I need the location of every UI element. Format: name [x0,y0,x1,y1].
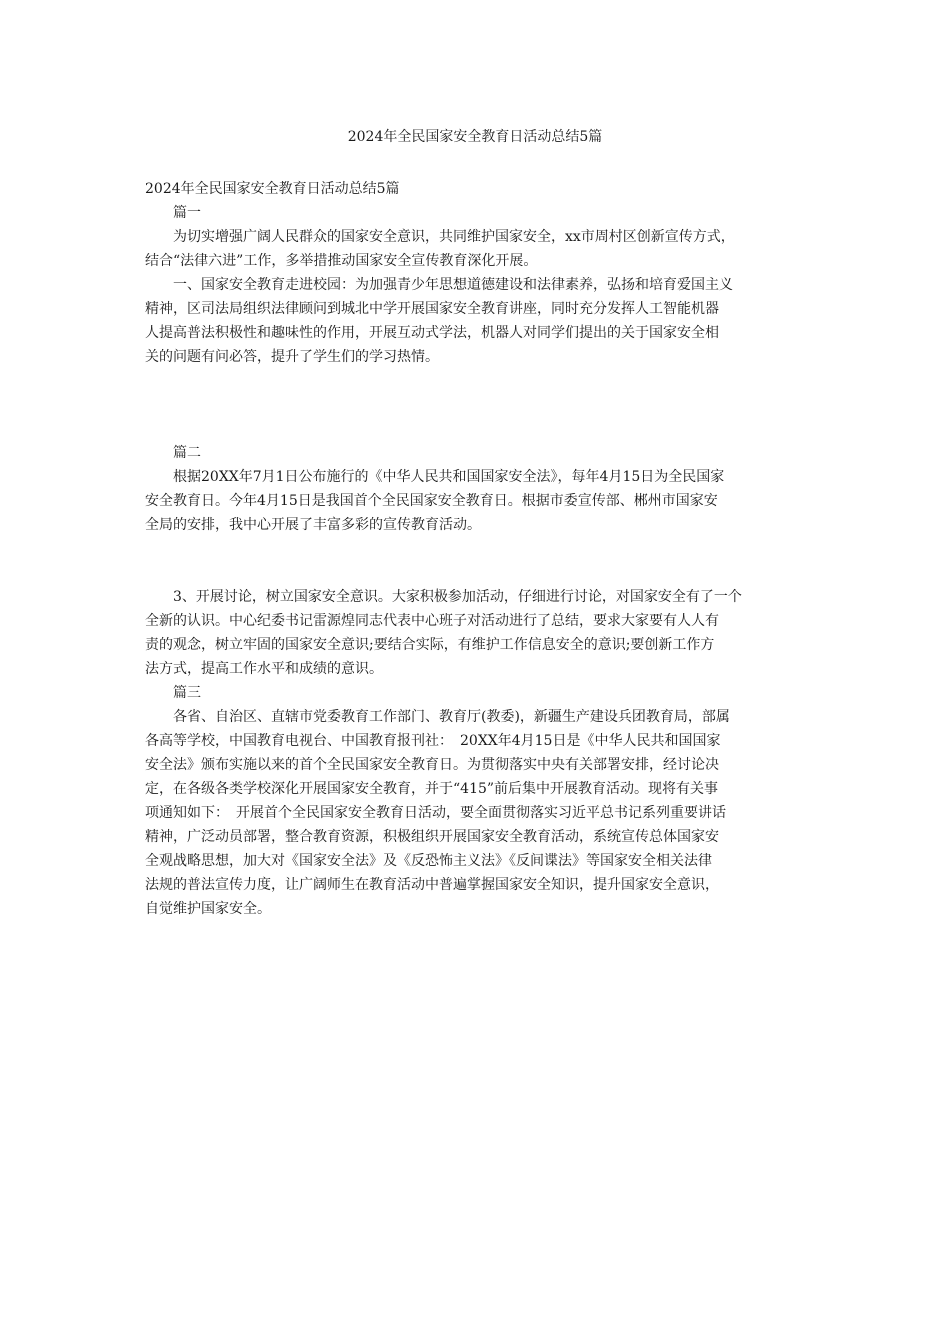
text-line: 一、国家安全教育走进校园：为加强青少年思想道德建设和法律素养，弘扬和培育爱国主义 [145,277,733,293]
text-line: 各省、自治区、直辖市党委教育工作部门、教育厅(教委)，新疆生产建设兵团教育局，部属 [145,709,730,725]
text-line: 篇一 [145,205,201,221]
text-line: 自觉维护国家安全。 [145,901,271,917]
blank-line [145,417,815,441]
text-line: 全观战略思想，加大对《国家安全法》及《反恐怖主义法》《反间谍法》等国家安全相关法律 [145,853,712,869]
text-line: 责的观念，树立牢固的国家安全意识;要结合实际，有维护工作信息安全的意识;要创新工作方 [145,637,715,653]
text-line: 项通知如下： 开展首个全民国家安全教育日活动，要全面贯彻落实习近平总书记系列重要讲话 [145,805,726,821]
document-body [145,177,815,921]
text-line: 精神，区司法局组织法律顾问到城北中学开展国家安全教育讲座，同时充分发挥人工智能机器 [145,301,719,317]
text-line: 法规的普法宣传力度，让广阔师生在教育活动中普遍掌握国家安全知识，提升国家安全意识， [145,877,719,893]
text-line: 关的问题有问必答，提升了学生们的学习热情。 [145,349,439,365]
blank-line [145,393,815,417]
text-line: 结合“法律六进”工作，多举措推动国家安全宣传教育深化开展。 [145,253,538,269]
text-line: 精神，广泛动员部署，整合教育资源，积极组织开展国家安全教育活动，系统宣传总体国家安 [145,829,719,845]
text-line: 全新的认识。中心纪委书记雷源煌同志代表中心班子对活动进行了总结，要求大家要有人人有 [145,613,719,629]
blank-line [145,537,815,561]
text-line: 根据20XX年7月1日公布施行的《中华人民共和国国家安全法》，每年4月15日为全民国家 [145,469,725,485]
text-line: 篇二 [145,445,201,461]
text-line: 各高等学校，中国教育电视台、中国教育报刊社： 20XX年4月15日是《中华人民共和国国家 [145,733,721,749]
text-line: 全局的安排，我中心开展了丰富多彩的宣传教育活动。 [145,517,481,533]
text-line: 篇三 [145,685,201,701]
text-line: 法方式，提高工作水平和成绩的意识。 [145,661,383,677]
text-line: 为切实增强广阔人民群众的国家安全意识，共同维护国家安全，xx市周村区创新宣传方式， [145,229,735,245]
text-line: 2024年全民国家安全教育日活动总结5篇 [145,181,400,197]
blank-line [145,561,815,585]
text-line: 3、开展讨论，树立国家安全意识。大家积极参加活动，仔细进行讨论，对国家安全有了一个 [145,589,742,605]
text-line: 安全法》颁布实施以来的首个全民国家安全教育日。为贯彻落实中央有关部署安排，经讨论决 [145,757,719,773]
text-line: 安全教育日。今年4月15日是我国首个全民国家安全教育日。根据市委宣传部、郴州市国家安 [145,493,718,509]
document-title: 2024年全民国家安全教育日活动总结5篇 [347,129,603,145]
text-line: 人提高普法积极性和趣味性的作用，开展互动式学法，机器人对同学们提出的关于国家安全相 [145,325,719,341]
text-line: 定，在各级各类学校深化开展国家安全教育，并于“415”前后集中开展教育活动。现将有关事 [145,781,719,797]
blank-line [145,369,815,393]
